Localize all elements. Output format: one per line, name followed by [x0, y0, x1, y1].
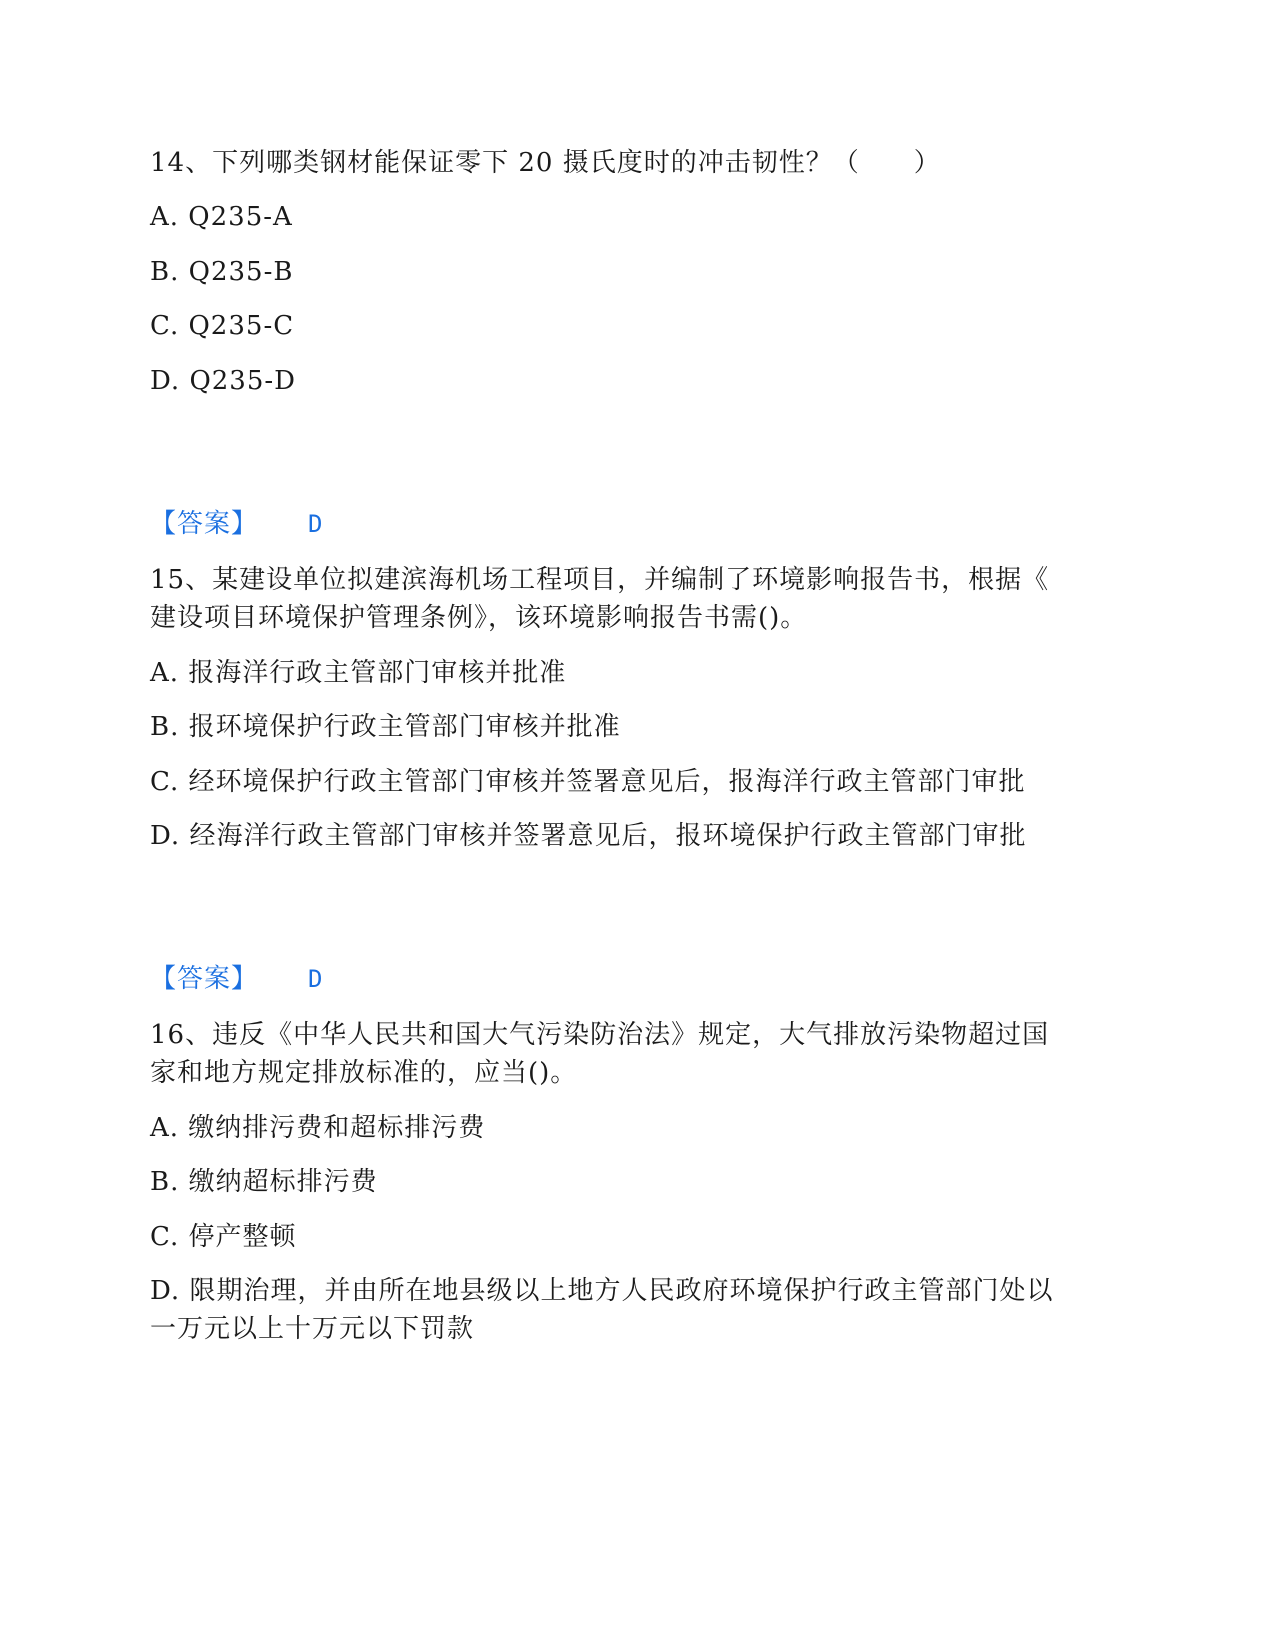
question-16-stem-line-2: 家和地方规定排放标准的，应当()。 [150, 1058, 578, 1088]
question-14-option-d: D. Q235-D [150, 366, 297, 396]
answer-value: D [308, 965, 323, 993]
question-16-option-d-line-1: D. 限期治理，并由所在地县级以上地方人民政府环境保护行政主管部门处以 [150, 1276, 1054, 1306]
question-14-stem: 14、下列哪类钢材能保证零下 20 摄氏度时的冲击韧性？（ ） [150, 148, 941, 178]
answer-label: 【答案】 [150, 509, 259, 539]
question-15-option-d: D. 经海洋行政主管部门审核并签署意见后，报环境保护行政主管部门审批 [150, 821, 1027, 851]
question-16-option-b: B. 缴纳超标排污费 [150, 1167, 378, 1197]
question-16-option-a: A. 缴纳排污费和超标排污费 [150, 1113, 486, 1143]
question-14-option-c: C. Q235-C [150, 311, 295, 341]
question-15-option-a: A. 报海洋行政主管部门审核并批准 [150, 658, 567, 688]
question-14-answer [150, 504, 322, 544]
question-14-option-a: A. Q235-A [150, 202, 293, 232]
question-16-stem-line-1: 16、违反《中华人民共和国大气污染防治法》规定，大气排放污染物超过国 [150, 1020, 1050, 1050]
question-15-answer [150, 959, 322, 999]
answer-value: D [308, 510, 323, 538]
question-15-stem-line-2: 建设项目环境保护管理条例》，该环境影响报告书需()。 [150, 603, 808, 633]
question-14-option-b: B. Q235-B [150, 257, 294, 287]
question-15-option-c: C. 经环境保护行政主管部门审核并签署意见后，报海洋行政主管部门审批 [150, 767, 1026, 797]
question-16-option-d-line-2: 一万元以上十万元以下罚款 [150, 1314, 475, 1344]
question-15-stem-line-1: 15、某建设单位拟建滨海机场工程项目，并编制了环境影响报告书，根据《 [150, 565, 1050, 595]
question-15-option-b: B. 报环境保护行政主管部门审核并批准 [150, 712, 621, 742]
answer-label: 【答案】 [150, 964, 259, 994]
question-16-option-c: C. 停产整顿 [150, 1222, 297, 1252]
